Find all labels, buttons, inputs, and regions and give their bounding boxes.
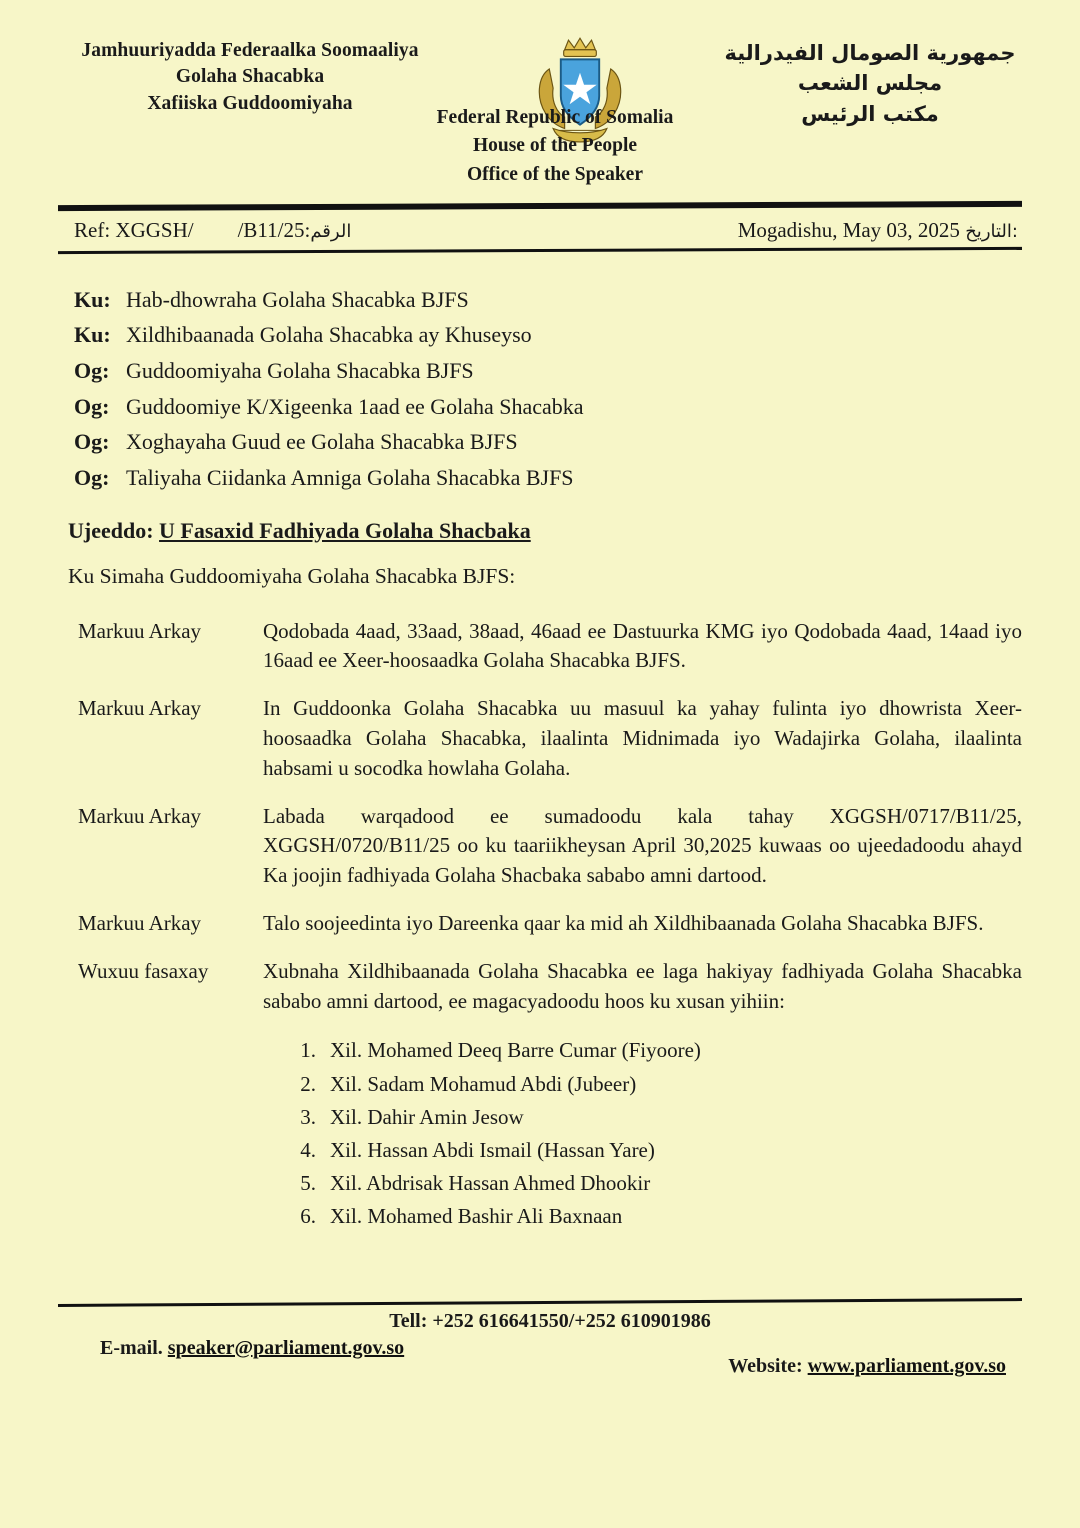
list-item <box>290 1134 1080 1167</box>
recipient-tag: Og: <box>74 429 110 455</box>
letterhead-arabic <box>720 38 1020 129</box>
footer-telephone: Tell: +252 616641550/+252 610901986 <box>389 1310 711 1332</box>
clause-row <box>78 957 1022 1017</box>
recipient-name: Xildhibaanada Golaha Shacabka ay Khuseyso <box>126 322 532 348</box>
clause-lead: Markuu Arkay <box>78 696 202 721</box>
clause-row <box>78 909 1022 939</box>
footer-website-link[interactable]: www.parliament.gov.so <box>807 1355 1006 1377</box>
footer-divider <box>58 1298 1022 1307</box>
recipient-row <box>74 317 1080 353</box>
clause-list <box>0 617 1080 1017</box>
clause-row <box>78 694 1022 783</box>
recipient-row <box>74 353 1080 389</box>
list-item-name: Xil. Abdrisak Hassan Ahmed Dhookir <box>330 1171 651 1196</box>
header-divider-thin <box>58 247 1022 254</box>
list-item <box>290 1200 1080 1233</box>
recipient-row <box>74 460 1080 496</box>
letterhead-arabic-line-2: مجلس الشعب <box>797 71 943 96</box>
recipient-tag: Og: <box>74 393 110 419</box>
subject-line <box>0 518 1080 544</box>
reference-arabic-label: الرقم <box>310 220 352 242</box>
list-item-number: 2. <box>300 1071 316 1096</box>
recipient-row <box>74 424 1080 460</box>
reference-number: /B11/25: <box>237 217 311 242</box>
list-item <box>290 1068 1080 1101</box>
recipient-tag: Og: <box>74 358 110 384</box>
footer-email-label: E-mail. <box>100 1337 163 1359</box>
list-item-name: Xil. Mohamed Deeq Barre Cumar (Fiyoore) <box>330 1038 701 1063</box>
recipient-tag: Og: <box>74 464 110 490</box>
recipient-list <box>0 282 1080 496</box>
footer-website-label: Website: <box>728 1355 803 1377</box>
list-item-name: Xil. Hassan Abdi Ismail (Hassan Yare) <box>330 1138 655 1162</box>
recipient-tag: Ku: <box>74 286 111 312</box>
recipient-name: Xoghayaha Guud ee Golaha Shacabka BJFS <box>126 429 518 455</box>
letterhead-somali <box>60 38 440 117</box>
list-item-number: 4. <box>300 1138 316 1162</box>
clause-lead: Markuu Arkay <box>78 618 202 643</box>
date-arabic-label: التاريخ: <box>965 220 1018 242</box>
list-item-number: 3. <box>300 1104 316 1129</box>
clause-row <box>78 802 1022 891</box>
letterhead-somali-line-2: Golaha Shacabka <box>175 66 325 88</box>
member-name-list <box>0 1034 1080 1233</box>
reference-bar <box>0 209 1080 243</box>
list-item-number: 1. <box>300 1038 316 1063</box>
footer-website <box>728 1355 1006 1378</box>
list-item-name: Xil. Mohamed Bashir Ali Baxnaan <box>330 1204 623 1229</box>
recipient-name: Taliyaha Ciidanka Amniga Golaha Shacabka BJFS <box>126 464 574 490</box>
recipient-row <box>74 389 1080 425</box>
date-value: Mogadishu, May 03, 2025 <box>737 217 960 242</box>
list-item-number: 6. <box>300 1204 316 1229</box>
clause-body: Talo soojeedinta iyo Dareenka qaar ka mid ah Xildhibaanada Golaha Shacabka BJFS. <box>263 911 984 936</box>
letterhead-english-line-3: Office of the Speaker <box>467 163 643 185</box>
list-item <box>290 1034 1080 1067</box>
recipient-row <box>74 282 1080 318</box>
list-item <box>290 1101 1080 1134</box>
salutation: Ku Simaha Guddoomiyaha Golaha Shacabka BJFS: <box>68 563 516 588</box>
letterhead-somali-line-1: Jamhuuriyadda Federaalka Soomaaliya <box>81 40 419 61</box>
recipient-tag: Ku: <box>74 322 111 348</box>
letterhead-arabic-line-1: جمهورية الصومال الفيدرالية <box>724 41 1016 65</box>
letterhead-english-line-2: House of the People <box>472 135 638 157</box>
recipient-name: Hab-dhowraha Golaha Shacabka BJFS <box>126 286 469 312</box>
clause-body: Qodobada 4aad, 33aad, 38aad, 46aad ee Dastuurka KMG iyo Qodobada 4aad, 14aad iyo 16aad ee Xeer-hoosaadka Golaha Shacabka BJFS. <box>263 618 1022 673</box>
clause-lead: Markuu Arkay <box>78 911 202 936</box>
clause-body: Xubnaha Xildhibaanada Golaha Shacabka ee laga hakiyay fadhiyada Golaha Shacabka sababo amni dartood, ee magacyadoodu hoos ku xusan yihiin: <box>263 958 1022 1013</box>
recipient-name: Guddoomiye K/Xigeenka 1aad ee Golaha Shacabka <box>126 393 584 419</box>
clause-body: Labada warqadood ee sumadoodu kala tahay XGGSH/0717/B11/25, XGGSH/0720/B11/25 oo ku taariikheysan April 30,2025 kuwaas oo ujeedadoodu ahayd Ka joojin fadhiyada Golaha Shacbaka sababo amni dartood. <box>263 803 1022 888</box>
reference-label: Ref: XGGSH/ <box>74 217 194 242</box>
list-item-number: 5. <box>300 1171 316 1196</box>
list-item <box>290 1167 1080 1200</box>
clause-lead: Wuxuu fasaxay <box>78 958 209 983</box>
subject-label: Ujeeddo: <box>68 517 154 543</box>
footer-email <box>100 1337 404 1378</box>
letterhead-somali-line-3: Xafiiska Guddoomiyaha <box>147 92 353 114</box>
footer-email-link[interactable]: speaker@parliament.gov.so <box>167 1337 405 1359</box>
footer <box>0 1301 1080 1378</box>
list-item-name: Xil. Dahir Amin Jesow <box>330 1104 524 1129</box>
clause-row <box>78 617 1022 677</box>
list-item-name: Xil. Sadam Mohamud Abdi (Jubeer) <box>330 1071 637 1096</box>
letterhead-arabic-line-3: مكتب الرئيس <box>801 101 939 126</box>
recipient-name: Guddoomiyaha Golaha Shacabka BJFS <box>126 358 474 384</box>
subject-value: U Fasaxid Fadhiyada Golaha Shacbaka <box>159 517 531 543</box>
clause-body: In Guddoonka Golaha Shacabka uu masuul ka yahay fulinta iyo dhowrista Xeer-hoosaadka Golaha Shacabka, ilaalinta Midnimada iyo Wadajirka Golaha, ilaalinta habsami u socodka howlaha Golaha. <box>263 696 1022 780</box>
clause-lead: Markuu Arkay <box>78 803 202 828</box>
letterhead-english-line-1: Federal Republic of Somalia <box>436 107 674 128</box>
